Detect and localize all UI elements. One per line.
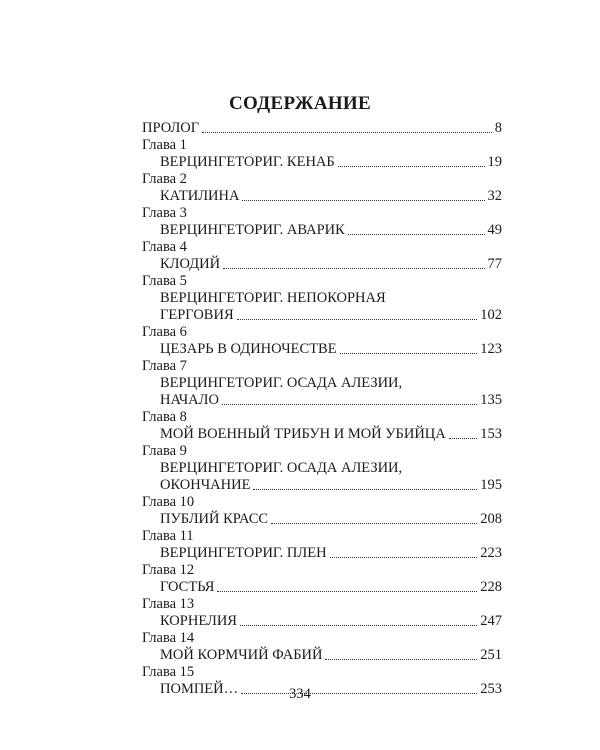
dot-leader: [237, 319, 478, 320]
toc-entry-page: 8: [494, 120, 502, 136]
toc-entry: [142, 188, 502, 205]
dot-leader: [330, 557, 478, 558]
toc-entry-label: ГЕРГОВИЯ: [160, 307, 234, 323]
chapter-heading: Глава 14: [142, 630, 195, 646]
toc-entry-page: 228: [480, 579, 502, 595]
chapter-title-line: ВЕРЦИНГЕТОРИГ. ОСАДА АЛЕЗИИ,: [160, 375, 403, 391]
toc-entry: [142, 613, 502, 630]
toc-entry-page: 195: [480, 477, 502, 493]
toc-entry-page: 77: [487, 256, 502, 272]
chapter-heading: Глава 10: [142, 494, 195, 510]
toc-entry-label: КАТИЛИНА: [160, 188, 240, 204]
toc-entry: [142, 256, 502, 273]
toc-entry-prologue: [142, 120, 502, 137]
toc-entry-label: ВЕРЦИНГЕТОРИГ. КЕНАБ: [160, 154, 335, 170]
toc-entry-label: ОКОНЧАНИЕ: [160, 477, 251, 493]
dot-leader: [202, 132, 492, 133]
toc-entry: [142, 579, 502, 596]
toc-entry-page: 251: [480, 647, 502, 663]
chapter-heading: Глава 15: [142, 664, 195, 680]
toc-entry-label: ВЕРЦИНГЕТОРИГ. АВАРИК: [160, 222, 345, 238]
toc-entry-label: МОЙ ВОЕННЫЙ ТРИБУН И МОЙ УБИЙЦА: [160, 426, 446, 442]
toc-entry-page: 19: [487, 154, 502, 170]
chapter-title-line: ВЕРЦИНГЕТОРИГ. НЕПОКОРНАЯ: [160, 290, 386, 306]
chapter-list: [142, 137, 502, 698]
dot-leader: [348, 234, 485, 235]
toc-entry: [142, 392, 502, 409]
chapter-heading: Глава 3: [142, 205, 187, 221]
toc-entry-page: 32: [487, 188, 502, 204]
toc-entry: [142, 307, 502, 324]
chapter-heading: Глава 1: [142, 137, 187, 153]
toc-entry: [142, 545, 502, 562]
dot-leader: [223, 268, 484, 269]
toc-entry: [142, 426, 502, 443]
dot-leader: [242, 200, 484, 201]
toc-entry-label: ГОСТЬЯ: [160, 579, 215, 595]
table-of-contents: [142, 120, 502, 698]
chapter-title-line: ВЕРЦИНГЕТОРИГ. ОСАДА АЛЕЗИИ,: [160, 460, 403, 476]
toc-entry-label: КЛОДИЙ: [160, 256, 221, 272]
toc-entry: [142, 154, 502, 171]
chapter-heading: Глава 6: [142, 324, 187, 340]
toc-entry-page: 153: [480, 426, 502, 442]
dot-leader: [240, 625, 477, 626]
toc-entry-label: НАЧАЛО: [160, 392, 219, 408]
page-number: 334: [289, 686, 311, 702]
toc-entry-page: 208: [480, 511, 502, 527]
toc-entry: [142, 477, 502, 494]
chapter-heading: Глава 7: [142, 358, 187, 374]
dot-leader: [253, 489, 477, 490]
toc-entry-label: ПУБЛИЙ КРАСС: [160, 511, 269, 527]
toc-entry: [142, 511, 502, 528]
toc-entry: [142, 341, 502, 358]
toc-entry-page: 102: [480, 307, 502, 323]
toc-entry-page: 223: [480, 545, 502, 561]
toc-entry-label: ПРОЛОГ: [142, 120, 200, 136]
dot-leader: [217, 591, 477, 592]
toc-entry-label: ВЕРЦИНГЕТОРИГ. ПЛЕН: [160, 545, 327, 561]
dot-leader: [271, 523, 477, 524]
chapter-heading: Глава 11: [142, 528, 194, 544]
dot-leader: [338, 166, 485, 167]
page-title: СОДЕРЖАНИЕ: [229, 93, 371, 114]
chapter-heading: Глава 2: [142, 171, 187, 187]
toc-entry-page: 49: [487, 222, 502, 238]
chapter-heading: Глава 5: [142, 273, 187, 289]
dot-leader: [222, 404, 477, 405]
chapter-heading: Глава 12: [142, 562, 195, 578]
toc-entry-label: ПОМПЕЙ…: [160, 681, 239, 697]
dot-leader: [325, 659, 477, 660]
toc-entry-page: 247: [480, 613, 502, 629]
toc-entry: [142, 647, 502, 664]
toc-entry-label: КОРНЕЛИЯ: [160, 613, 237, 629]
chapter-heading: Глава 9: [142, 443, 187, 459]
toc-entry: [142, 222, 502, 239]
chapter-heading: Глава 8: [142, 409, 187, 425]
dot-leader: [449, 438, 477, 439]
toc-entry-page: 123: [480, 341, 502, 357]
toc-entry-page: 253: [480, 681, 502, 697]
chapter-heading: Глава 4: [142, 239, 187, 255]
chapter-heading: Глава 13: [142, 596, 195, 612]
toc-entry-label: ЦЕЗАРЬ В ОДИНОЧЕСТВЕ: [160, 341, 337, 357]
toc-entry-label: МОЙ КОРМЧИЙ ФАБИЙ: [160, 647, 323, 663]
dot-leader: [340, 353, 478, 354]
toc-entry-page: 135: [480, 392, 502, 408]
